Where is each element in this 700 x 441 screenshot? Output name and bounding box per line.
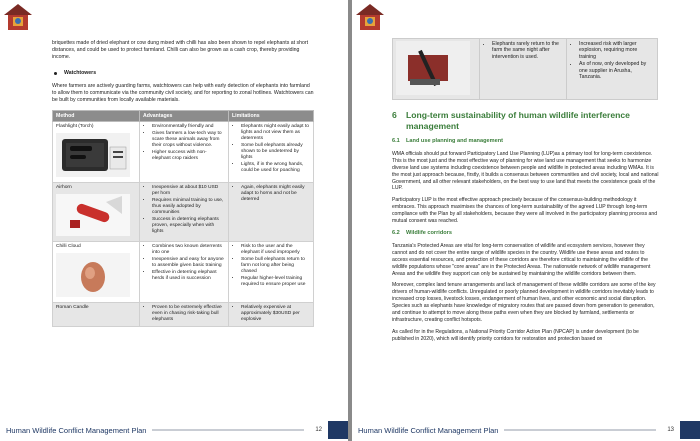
subsection-title: Land use planning and management [406,138,503,144]
organization-logo-icon [356,4,384,30]
advantages-cell [140,121,229,182]
limitation-item: • Some bull elephants return to farm not long after being chased [241,257,310,275]
deterrent-methods-table [52,110,314,327]
limitation-item: • Elephants might easily adapt to lights and not view them as deterrents [241,124,310,142]
limitation-item: • Again, elephants might easily adapt to horns and not be deterred [241,185,310,203]
table-row [53,302,314,326]
subsection-number: 6.1 [392,138,400,144]
limitations-cell [567,39,658,100]
limitation-item: • Lights, if in the wrong hands, could be used for poaching [241,162,310,174]
limitation-item: • Relatively expensive at approximately $30USD per explosive [241,305,310,323]
right-page [352,0,700,441]
header-method: Method [53,110,140,121]
limitation-item: • As of now, only developed by one supplier in Arusha, Tanzania. [579,61,654,80]
advantages-cell [140,241,229,302]
method-cell [53,182,140,241]
subsection-heading [392,230,660,237]
paragraph: Moreover, complex land tenure arrangements and lack of management of these wildlife corridors are some of the key drivers of human-wildlife conflicts. Unregulated or poorly planned development in wildlife corridors inevitably leads to increased crop losses, livestock losses, endangerment of human lives, and other economic and social disruption. Species such as elephants have knowledge of migratory routes that are passed down from generation to generation, and continue to attempt to move along these paths even when they are blocked by farmland, settlements or infrastructure, creating conflict hotspots. [392,282,656,323]
watchtowers-heading: Watchtowers [64,70,97,77]
watchtowers-paragraph: Where farmers are actively guarding farms, watchtowers can help with early detection of elephants into farmland to allow them to communicate via the community civil society, and for reporting to zonal hotlines. Watchtowers can be built by communities from locally available materials. [52,83,314,103]
method-cell [393,39,480,100]
footer-accent-block [680,421,700,439]
method-cell [53,241,140,302]
organization-logo-icon [4,4,32,30]
watchtowers-bullet [52,70,314,77]
footer-divider [504,429,656,431]
header-advantages: Advantages [140,110,229,121]
advantage-item: • Inexpensive and easy for anyone to assemble given basic training [152,257,225,269]
footer-title: Human Wildlife Conflict Management Plan [358,425,499,435]
left-page-body [52,40,314,327]
advantage-item: • Success in deterring elephants proven, especially when with lights [152,217,225,235]
airhorn-photo [56,194,130,236]
table-row [53,121,314,182]
right-footer [352,419,700,441]
method-name: Flashlight (Torch) [56,123,94,129]
advantages-cell [140,182,229,241]
left-page [0,0,348,441]
paragraph: Tanzania's Protected Areas are vital for long-term conservation of wildlife and ecosystem services, however they cannot and do not cover the entire range of wildlife species in the country. Wildlife use these areas and routes to access essential resources, and protection of these corridors are therefore critical to maintaining the wildlife of the wildlife populations whose "core areas" are in the Protected Areas. The nationwide network of wildlife management Areas and the wildlife they support can only be sustained by maintaining the wildlife corridors between them. [392,242,651,277]
advantage-item: • Combines two known deterrents into one [152,244,225,256]
table-row [53,182,314,241]
paragraph: WMA officials should put forward Participatory Land Use Planning (LUP)as a primary tool for long-term coexistence. This is the most just and the most effective way of planning for wise land use management that seeks to harmonize diverse land use systems including coexistence between people and wildlife in protected areas including WMAs. It is the most just approach because, firstly, it builds a consensus between communities and civil society, local and national Government, and all other relevant stakeholders, on the best way to use land that meets the coexistence goals of the LUP. [392,150,659,192]
subsection-heading [392,138,660,145]
paragraph: As called for in the Regulations, a National Priority Corridor Action Plan (NPCAP) is under development (to be published in 2020), which will identify priority corridors for restoration and protection based on [392,328,639,342]
limitations-cell [229,302,314,326]
advantage-item: • Elephants rarely return to the farm the same night after intervention is used. [492,41,563,60]
bullet-icon [54,72,57,75]
advantage-item: • Effective in deterring elephant herds if used in succession [152,270,225,282]
method-name: Chilli Cloud [56,243,81,249]
page-number: 13 [667,427,674,433]
limitation-item: • Risk to the user and the elephant if used improperly [241,244,310,256]
footer-divider [152,429,304,431]
subsection-title: Wildlife corridors [406,229,452,236]
section-heading [392,110,660,132]
right-page-body [392,110,660,348]
method-cell [53,121,140,182]
table-row [53,241,314,302]
table-header-row [53,110,314,121]
limitations-cell [229,121,314,182]
section-title: Long-term sustainability of human wildlife interference management [406,110,630,131]
limitation-item: • Increased risk with larger explosion, requiring more training [579,41,654,60]
table-continuation [392,38,658,100]
advantages-cell [480,39,567,100]
chilli-cloud-photo [56,253,130,297]
paragraph: Participatory LUP is the most effective approach precisely because of the consensus-building methodology it embraces. This approach maximises the chances of long-term sustainability of the agreed LUP through long-term compliance with the Plan by all stakeholders, because they were all involved in the participatory planning process and mutual consent was reached. [392,197,658,225]
limitations-cell [229,241,314,302]
method-cell [53,302,140,326]
advantage-item: • Requires minimal training to use, thus easily adopted by communities [152,198,225,216]
advantage-item: • Environmentally friendly and [152,124,225,130]
advantage-item: • Inexpensive at about $10 USD per horn [152,185,225,197]
advantage-item: • Higher success with non-elephant crop raiders [152,150,225,162]
subsection-number: 6.2 [392,229,400,236]
method-name: Roman Candle [56,304,89,310]
limitation-item: • Some bull elephants already shown to be undeterred by lights [241,143,310,161]
advantage-item: • Proven to be extremely effective even in chasing risk-taking bull elephants [152,305,225,323]
advantages-cell [140,302,229,326]
limitation-item: • Regular higher-level training required to ensure proper use [241,276,310,288]
method-name: Airhorn [56,184,72,190]
left-footer [0,419,348,441]
limitations-cell [229,182,314,241]
intro-paragraph: briquettes made of dried elephant or cow dung mixed with chilli has also been shown to repel elephants at short distances, and could be used to protect farmland. Chilli can also be grown as a cash crop, thereby providing income. [52,40,309,60]
roman-candle-photo [396,41,470,95]
header-limitations: Limitations [229,110,314,121]
flashlight-photo [56,133,130,177]
footer-accent-block [328,421,348,439]
section-number: 6 [392,110,397,120]
footer-title: Human Wildlife Conflict Management Plan [6,425,147,435]
advantage-item: • Gives farmers a low-tech way to scare these animals away from their crops without violence. [152,131,225,149]
page-number: 12 [315,427,322,433]
table-row [393,39,658,100]
table-continuation-grid [392,38,658,100]
